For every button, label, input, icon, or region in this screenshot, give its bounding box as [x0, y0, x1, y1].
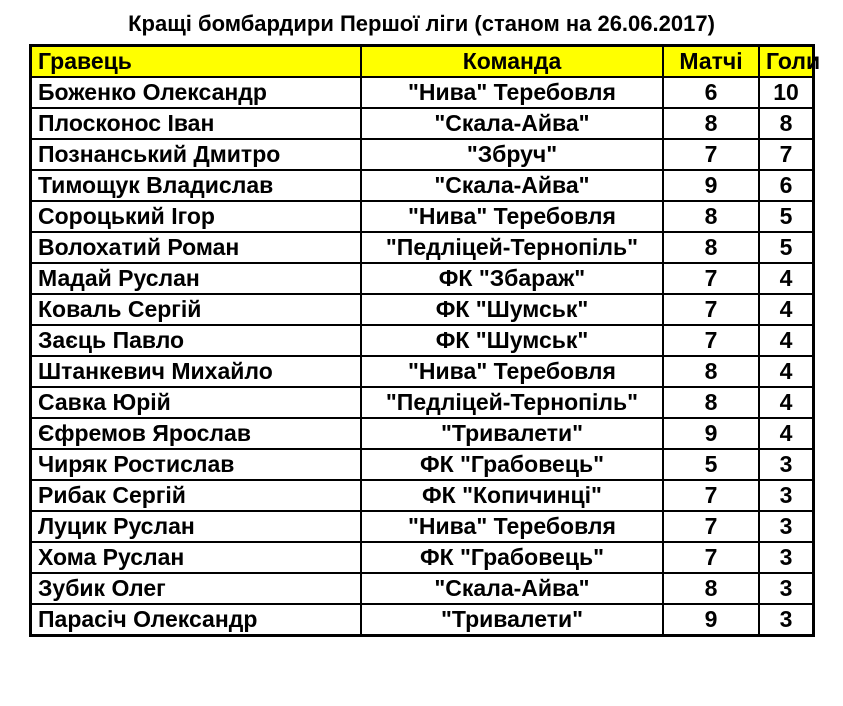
- page-title: Кращі бомбардири Першої ліги (станом на 26.06.2017): [128, 11, 715, 36]
- player-name-cell: Савка Юрій: [31, 387, 362, 418]
- team-name-cell: "Тривалети": [361, 418, 663, 449]
- player-name-cell: Єфремов Ярослав: [31, 418, 362, 449]
- table-row: [31, 480, 814, 511]
- team-name-cell: "Збруч": [361, 139, 663, 170]
- table-row: [31, 511, 814, 542]
- player-name-cell: Хома Руслан: [31, 542, 362, 573]
- column-header-player: Гравець: [31, 46, 362, 78]
- team-name-cell: ФК "Шумськ": [361, 294, 663, 325]
- table-row: [31, 604, 814, 636]
- table-row: [31, 139, 814, 170]
- player-name-cell: Тимощук Владислав: [31, 170, 362, 201]
- matches-cell: 9: [663, 170, 759, 201]
- table-row: [31, 263, 814, 294]
- table-row: [31, 108, 814, 139]
- goals-cell: 3: [759, 511, 814, 542]
- table-row: [31, 356, 814, 387]
- goals-cell: 3: [759, 449, 814, 480]
- matches-cell: 8: [663, 232, 759, 263]
- matches-cell: 6: [663, 77, 759, 108]
- goals-cell: 4: [759, 294, 814, 325]
- team-name-cell: ФК "Грабовець": [361, 542, 663, 573]
- goals-cell: 4: [759, 418, 814, 449]
- table-row: [31, 232, 814, 263]
- matches-cell: 9: [663, 418, 759, 449]
- goals-cell: 4: [759, 387, 814, 418]
- matches-cell: 9: [663, 604, 759, 636]
- team-name-cell: "Скала-Айва": [361, 108, 663, 139]
- player-name-cell: Парасіч Олександр: [31, 604, 362, 636]
- team-name-cell: "Педліцей-Тернопіль": [361, 232, 663, 263]
- player-name-cell: Чиряк Ростислав: [31, 449, 362, 480]
- goals-cell: 10: [759, 77, 814, 108]
- matches-cell: 8: [663, 356, 759, 387]
- matches-cell: 8: [663, 387, 759, 418]
- matches-cell: 7: [663, 542, 759, 573]
- table-row: [31, 170, 814, 201]
- team-name-cell: "Нива" Теребовля: [361, 77, 663, 108]
- team-name-cell: "Тривалети": [361, 604, 663, 636]
- table-row: [31, 325, 814, 356]
- player-name-cell: Плосконос Іван: [31, 108, 362, 139]
- goals-cell: 6: [759, 170, 814, 201]
- table-row: [31, 387, 814, 418]
- player-name-cell: Мадай Руслан: [31, 263, 362, 294]
- goals-cell: 3: [759, 542, 814, 573]
- goals-cell: 5: [759, 232, 814, 263]
- player-name-cell: Рибак Сергій: [31, 480, 362, 511]
- player-name-cell: Волохатий Роман: [31, 232, 362, 263]
- player-name-cell: Заєць Павло: [31, 325, 362, 356]
- goals-cell: 3: [759, 573, 814, 604]
- team-name-cell: ФК "Збараж": [361, 263, 663, 294]
- matches-cell: 8: [663, 108, 759, 139]
- team-name-cell: ФК "Грабовець": [361, 449, 663, 480]
- team-name-cell: "Нива" Теребовля: [361, 356, 663, 387]
- table-row: [31, 449, 814, 480]
- player-name-cell: Познанський Дмитро: [31, 139, 362, 170]
- table-row: [31, 418, 814, 449]
- team-name-cell: "Педліцей-Тернопіль": [361, 387, 663, 418]
- matches-cell: 7: [663, 480, 759, 511]
- player-name-cell: Боженко Олександр: [31, 77, 362, 108]
- matches-cell: 7: [663, 325, 759, 356]
- table-row: [31, 201, 814, 232]
- top-scorers-table: [29, 44, 821, 637]
- matches-cell: 8: [663, 201, 759, 232]
- column-header-goals: Голи: [759, 46, 814, 78]
- table-row: [31, 77, 814, 108]
- team-name-cell: "Скала-Айва": [361, 170, 663, 201]
- goals-cell: 4: [759, 325, 814, 356]
- table-row: [31, 542, 814, 573]
- goals-cell: 4: [759, 356, 814, 387]
- goals-cell: 4: [759, 263, 814, 294]
- goals-cell: 5: [759, 201, 814, 232]
- player-name-cell: Сороцький Ігор: [31, 201, 362, 232]
- goals-cell: 3: [759, 604, 814, 636]
- team-name-cell: "Нива" Теребовля: [361, 201, 663, 232]
- table-body: [31, 77, 814, 636]
- header-row: [31, 46, 814, 78]
- column-header-matches: Матчі: [663, 46, 759, 78]
- table-row: [31, 294, 814, 325]
- team-name-cell: ФК "Копичинці": [361, 480, 663, 511]
- player-name-cell: Коваль Сергій: [31, 294, 362, 325]
- player-name-cell: Луцик Руслан: [31, 511, 362, 542]
- goals-cell: 7: [759, 139, 814, 170]
- player-name-cell: Зубик Олег: [31, 573, 362, 604]
- team-name-cell: "Скала-Айва": [361, 573, 663, 604]
- team-name-cell: ФК "Шумськ": [361, 325, 663, 356]
- goals-cell: 8: [759, 108, 814, 139]
- matches-cell: 7: [663, 294, 759, 325]
- matches-cell: 7: [663, 263, 759, 294]
- matches-cell: 7: [663, 139, 759, 170]
- matches-cell: 5: [663, 449, 759, 480]
- team-name-cell: "Нива" Теребовля: [361, 511, 663, 542]
- player-name-cell: Штанкевич Михайло: [31, 356, 362, 387]
- goals-cell: 3: [759, 480, 814, 511]
- matches-cell: 7: [663, 511, 759, 542]
- table-row: [31, 573, 814, 604]
- table-header: [31, 46, 821, 78]
- column-header-team: Команда: [361, 46, 663, 78]
- matches-cell: 8: [663, 573, 759, 604]
